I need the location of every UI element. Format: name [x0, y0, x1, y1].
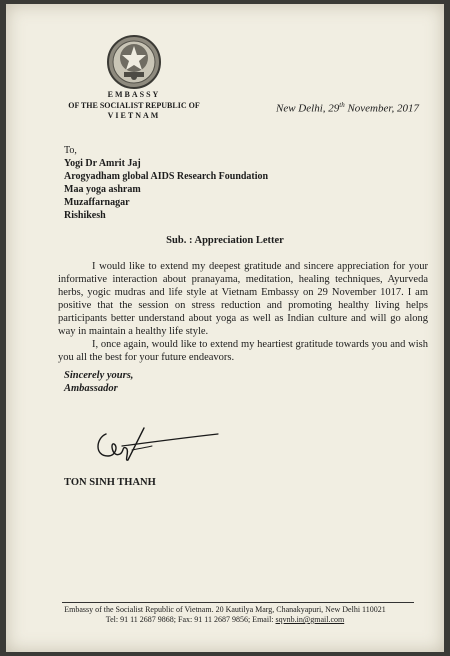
embassy-line1: EMBASSY: [107, 90, 161, 99]
recipient-name: Yogi Dr Amrit Jaj: [64, 158, 141, 169]
letter-body: [58, 260, 428, 364]
subject-line: Sub. : Appreciation Letter: [166, 235, 284, 246]
footer-divider: [62, 602, 414, 603]
recipient-org: Arogyadham global AIDS Research Foundation: [64, 171, 269, 182]
footer-contact-text: Tel: 91 11 2687 9868; Fax: 91 11 2687 9856; Email:: [105, 615, 276, 624]
recipient-addr3: Rishikesh: [64, 210, 106, 221]
letter-page: [6, 4, 444, 652]
closing-salutation: Sincerely yours,: [64, 370, 134, 381]
embassy-line3: VIETNAM: [107, 111, 161, 120]
state-emblem-icon: [106, 34, 162, 90]
date-place: New Delhi, 29: [276, 102, 340, 115]
recipient-addr2: Muzaffarnagar: [64, 197, 130, 208]
closing-block: [64, 369, 133, 395]
handwritten-signature: [92, 416, 222, 466]
footer-contact: [6, 615, 444, 625]
letter-date: [276, 101, 419, 115]
footer-address: Embassy of the Socialist Republic of Vietnam. 20 Kautilya Marg, Chanakyapuri, New Delhi 110021: [64, 605, 386, 614]
recipient-to: To,: [64, 145, 77, 156]
recipient-addr1: Maa yoga ashram: [64, 184, 141, 195]
footer-email: sqvnb.in@gmail.com: [275, 615, 345, 624]
closing-title: Ambassador: [64, 383, 118, 394]
recipient-block: [64, 144, 268, 222]
embassy-name: [51, 90, 217, 122]
embassy-line2: OF THE SOCIALIST REPUBLIC OF: [68, 100, 200, 110]
body-paragraph-1: I would like to extend my deepest gratitude and sincere appreciation for your informative interaction about pranayama, meditation, healing techniques, Ayurveda herbs, yogic mudras and life style at Vietnam Embassy on 29 November 1017. I am positive that the session on stress reduction and promoting healthy living helps participants better understand about yoga as well as Indian culture and will go along way in maintain a healthy life style.: [58, 261, 428, 337]
footer: [6, 605, 444, 625]
body-paragraph-2: I, once again, would like to extend my heartiest gratitude towards you and wish you all the best for your future endeavors.: [58, 339, 428, 363]
date-rest: November, 2017: [344, 102, 419, 115]
signer-name: TON SINH THANH: [64, 477, 156, 488]
date-suffix: th: [339, 101, 345, 109]
